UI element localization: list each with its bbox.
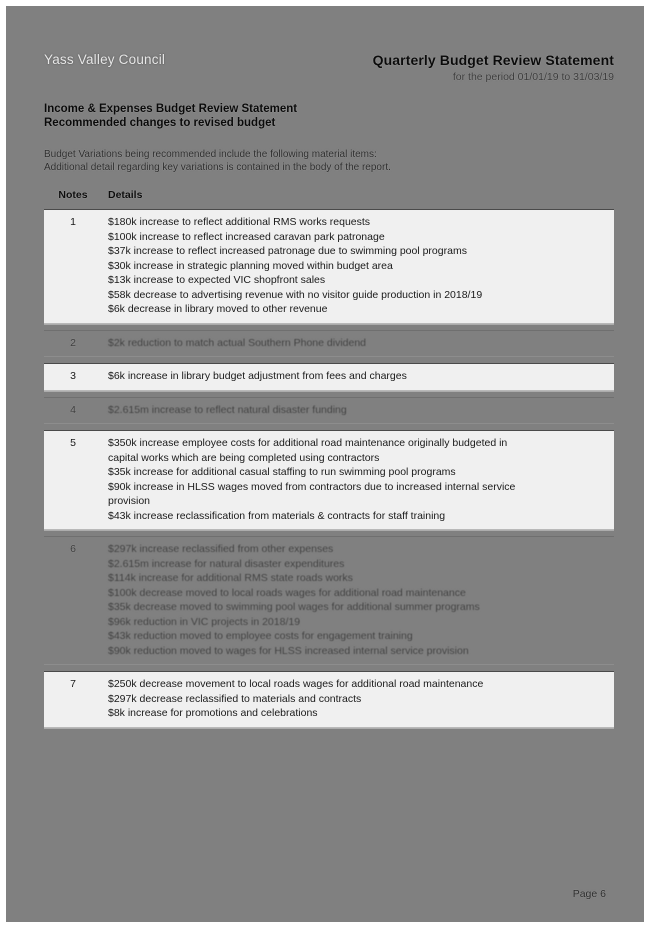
- table-row: [44, 363, 614, 391]
- table-row: [44, 536, 614, 665]
- detail-line: $114k increase for additional RMS state roads works: [108, 572, 353, 584]
- intro-paragraph: [44, 148, 604, 174]
- table-row: [44, 209, 614, 324]
- page-footer: Page 6: [572, 888, 606, 900]
- row-details: [102, 369, 614, 384]
- detail-line: $6k increase in library budget adjustment from fees and charges: [108, 370, 407, 382]
- section-heading: [44, 102, 604, 130]
- section-heading-line-1: Income & Expenses Budget Review Statement: [44, 103, 298, 115]
- detail-line: $6k decrease in library moved to other revenue: [108, 303, 328, 315]
- document-header: [44, 52, 614, 92]
- detail-line: $35k decrease moved to swimming pool wages for additional summer programs: [108, 601, 480, 613]
- row-note-number: 7: [70, 678, 76, 690]
- row-note-number: 3: [70, 370, 76, 382]
- row-details: [102, 403, 614, 418]
- detail-line: capital works which are being completed using contractors: [108, 451, 380, 464]
- organisation-name: Yass Valley Council: [44, 52, 166, 67]
- detail-line: $90k reduction moved to wages for HLSS increased internal service provision: [108, 644, 469, 657]
- detail-line: $90k increase in HLSS wages moved from contractors due to increased internal service: [108, 480, 516, 493]
- row-details: [102, 336, 614, 351]
- detail-line: $37k increase to reflect increased patronage due to swimming pool programs: [108, 245, 467, 257]
- intro-line-1: Budget Variations being recommended include the following material items:: [44, 149, 377, 160]
- detail-line: $2k reduction to match actual Southern Phone dividend: [108, 336, 367, 349]
- table-header-row: [44, 189, 614, 205]
- row-note-number: 5: [70, 437, 76, 449]
- table-body: [44, 209, 614, 728]
- detail-line: $250k decrease movement to local roads wages for additional road maintenance: [108, 678, 484, 690]
- document-period: for the period 01/01/19 to 31/03/19: [452, 71, 614, 83]
- row-details: [102, 215, 614, 317]
- table-row: [44, 430, 614, 530]
- variations-table: [44, 189, 614, 734]
- table-row: [44, 397, 614, 425]
- detail-line: $100k increase to reflect increased caravan park patronage: [108, 230, 385, 243]
- page-sheet: [6, 6, 644, 922]
- row-note-number: 4: [70, 403, 76, 416]
- row-note-number: 1: [70, 216, 76, 228]
- table-row: [44, 330, 614, 358]
- detail-line: $8k increase for promotions and celebrations: [108, 707, 318, 719]
- detail-line: $13k increase to expected VIC shopfront sales: [108, 274, 326, 286]
- row-note-number: 6: [70, 543, 76, 555]
- detail-line: $35k increase for additional casual staffing to run swimming pool programs: [108, 466, 456, 478]
- detail-line: $297k increase reclassified from other expenses: [108, 543, 334, 555]
- section-heading-line-2: Recommended changes to revised budget: [44, 117, 276, 129]
- detail-line: $43k increase reclassification from materials & contracts for staff training: [108, 509, 446, 522]
- row-details: [102, 677, 614, 721]
- detail-line: $2.615m increase to reflect natural disaster funding: [108, 403, 347, 416]
- detail-line: $2.615m increase for natural disaster expenditures: [108, 557, 345, 570]
- detail-line: $100k decrease moved to local roads wages for additional road maintenance: [108, 586, 466, 599]
- header-right-block: [373, 52, 614, 83]
- column-header-notes: Notes: [58, 189, 88, 201]
- detail-line: $350k increase employee costs for additional road maintenance originally budgeted in: [108, 437, 508, 449]
- column-header-details: Details: [108, 189, 143, 201]
- detail-line: $297k decrease reclassified to materials and contracts: [108, 692, 362, 705]
- row-details: [102, 542, 614, 658]
- detail-line: $30k increase in strategic planning moved within budget area: [108, 259, 393, 272]
- table-row: [44, 671, 614, 728]
- detail-line: $58k decrease to advertising revenue with no visitor guide production in 2018/19: [108, 288, 483, 301]
- intro-line-2: Additional detail regarding key variations is contained in the body of the report.: [44, 162, 391, 173]
- document-title: Quarterly Budget Review Statement: [372, 52, 614, 68]
- detail-line: $96k reduction in VIC projects in 2018/19: [108, 615, 301, 628]
- row-note-number: 2: [70, 336, 76, 349]
- detail-line: $180k increase to reflect additional RMS works requests: [108, 216, 371, 228]
- row-details: [102, 436, 614, 523]
- detail-line: provision: [108, 495, 151, 507]
- detail-line: $43k reduction moved to employee costs for engagement training: [108, 630, 413, 642]
